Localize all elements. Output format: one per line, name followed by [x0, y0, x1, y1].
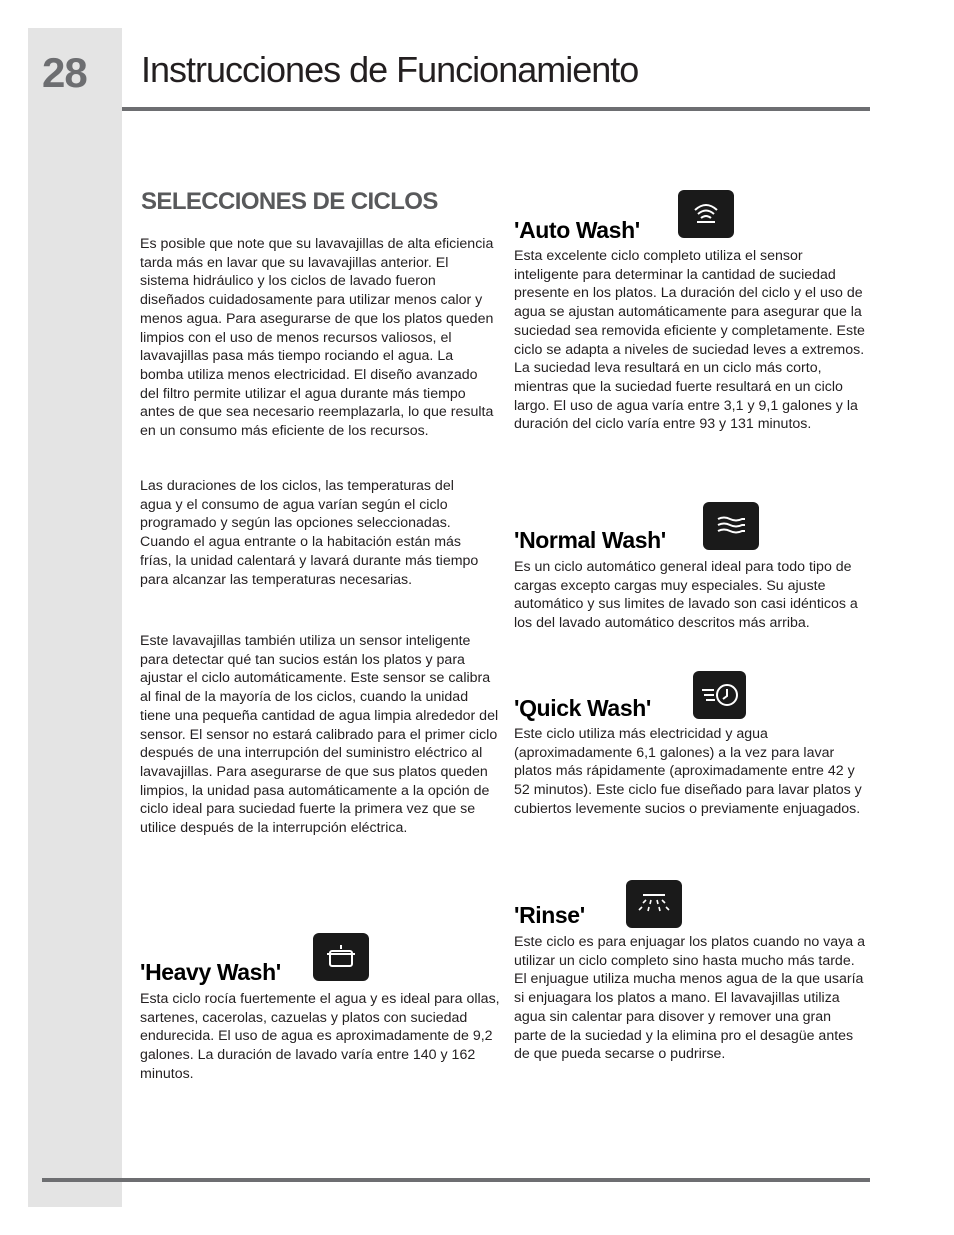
auto-wash-title: 'Auto Wash' [514, 217, 640, 243]
spray-icon [626, 880, 682, 928]
section-title: SELECCIONES DE CICLOS [141, 188, 438, 215]
normal-wash-title: 'Normal Wash' [514, 527, 666, 553]
fast-clock-icon [693, 671, 746, 719]
quick-wash-title: 'Quick Wash' [514, 695, 651, 721]
intro-paragraph-1: Es posible que note que su lavavajillas de alta eficiencia tarda más en lavar que su lavavajillas anterior. El sistema hidráulico y los ciclos de lavado fueron diseñados cuidadosamente para utilizar menos calor y menos agua. Para asegurarse de que los platos queden limpios con el uso de menos recursos valiosos, el lavavajillas pasa más tiempo rociando el agua. La bomba utiliza menos electricidad. El diseño avanzado del filtro permite utilizar el agua durante más tiempo antes de que sea necesario reemplazarla, lo que resulta en un consumo más eficiente de los recursos. [140, 236, 494, 440]
page-title: Instrucciones de Funcionamiento [141, 49, 639, 90]
rinse-title: 'Rinse' [514, 902, 585, 928]
quick-wash-description: Este ciclo utiliza más electricidad y agua (aproximadamente 6,1 galones) a la vez para lavar platos más rápidamente (aproximadamente entre 42 y 52 minutos). Este ciclo fue diseñado para lavar platos y cubiertos levemente sucios o previamente enjuagados. [514, 726, 862, 817]
page-number: 28 [42, 49, 87, 96]
rinse-description: Este ciclo es para enjuagar los platos cuando no vaya a utilizar un ciclo completo sino hasta mucho más tarde. El enjuague utiliza mucha menos agua de la que usaría si enjuagara los platos a mano. El lavavajillas utiliza agua sin calentar para disover y remover una gran parte de la suciedad y la elimina pro el desagüe antes de que pueda secarse o pudrirse. [514, 934, 865, 1063]
heavy-wash-title: 'Heavy Wash' [140, 959, 281, 985]
intro-paragraph-2: Las duraciones de los ciclos, las temperaturas del agua y el consumo de agua varían según el ciclo programado y según las opciones seleccionadas. Cuando el agua entrante o la habitación están más frías, la unidad calentará y lavará durante más tiempo para alcanzar las temperaturas necesarias. [140, 478, 479, 588]
pot-icon [313, 933, 369, 981]
page-sidebar-band [28, 28, 122, 1207]
wavy-lines-icon [703, 502, 759, 550]
sensor-waves-icon [678, 190, 734, 238]
header-divider [122, 107, 870, 111]
intro-paragraph-3: Este lavavajillas también utiliza un sensor inteligente para detectar qué tan sucios están los platos y para ajustar el ciclo automáticamente. Este sensor se calibra al final de la mayoría de los ciclos, cuando la unidad tiene una pequeña cantidad de agua limpia alrededor del sensor. El sensor no estará calibrado para el primer ciclo después de una interrupción del suministro eléctrico al lavavajillas. Para asegurarse de que sus platos queden limpios, la unidad pasa automáticamente a la opción de ciclo ideal para suciedad fuerte la primera vez que se utilice después de la interrupción eléctrica. [140, 633, 499, 837]
heavy-wash-description: Esta ciclo rocía fuertemente el agua y es ideal para ollas, sartenes, cacerolas, cazuelas y platos con suciedad endurecida. El uso de agua es aproximadamente de 9,2 galones. La duración de lavado varía entre 140 y 162 minutos. [140, 991, 500, 1082]
footer-divider [42, 1178, 870, 1182]
auto-wash-description: Esta excelente ciclo completo utiliza el sensor inteligente para determinar la cantidad de suciedad presente en los platos. La duración del ciclo y el uso de agua se ajustan automáticamente para asegurar que la suciedad sea removida eficiente y completamente. Este ciclo se adapta a niveles de suciedad leves a extremos. La suciedad leva resultará en un ciclo más corto, mientras que la suciedad fuerte resultará en un ciclo largo. El uso de agua varía entre 3,1 y 9,1 galones y la duración del ciclo varía entre 93 y 131 minutos. [514, 248, 865, 433]
normal-wash-description: Es un ciclo automático general ideal para todo tipo de cargas excepto cargas muy especiales. Su ajuste automático y sus limites de lavado son casi idénticos a los del lavado automático descritos más arriba. [514, 559, 858, 632]
